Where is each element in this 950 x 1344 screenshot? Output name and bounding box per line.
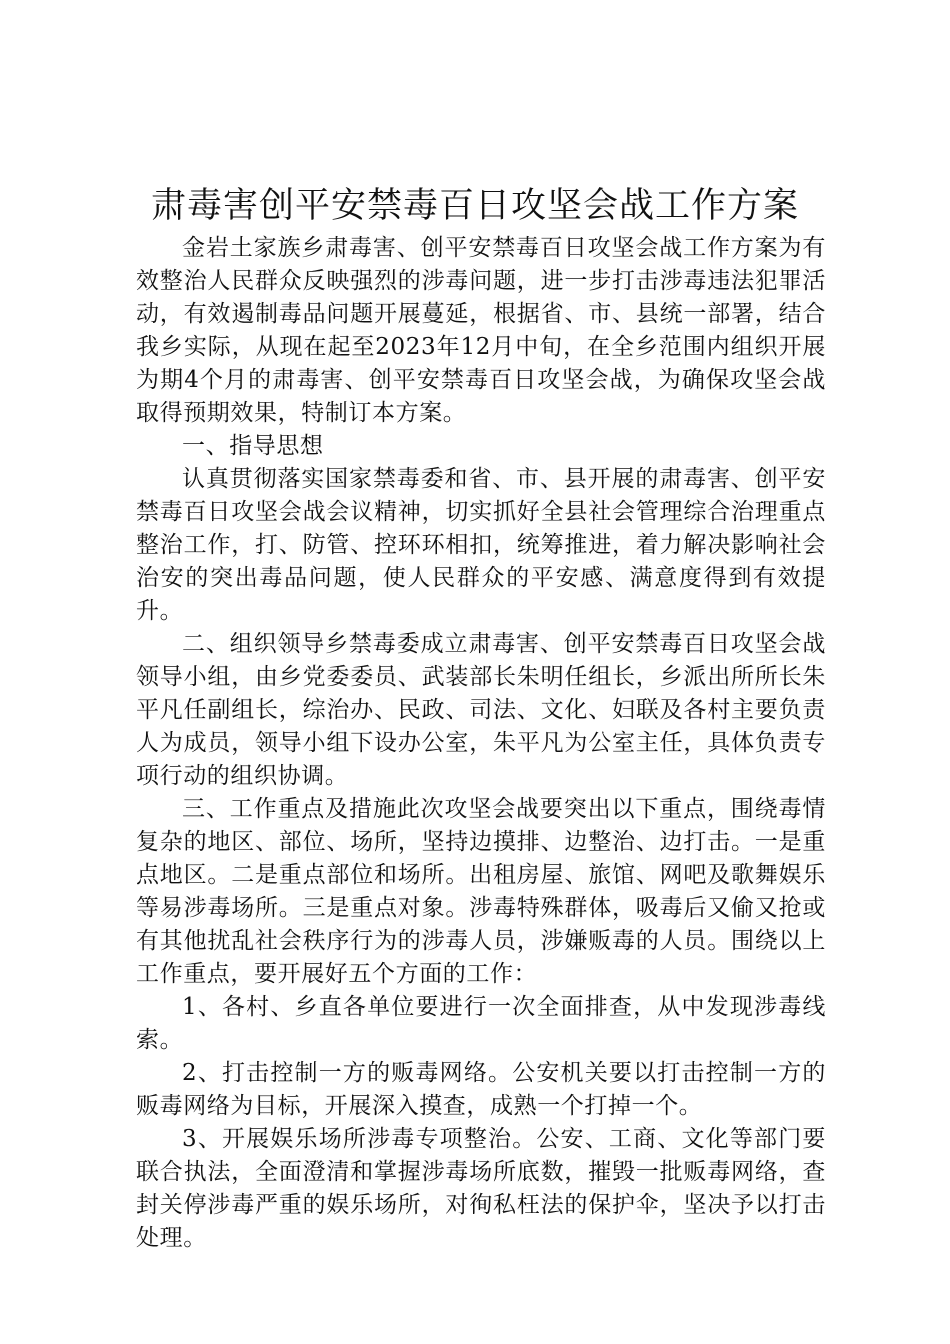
organization-leadership-paragraph: 二、组织领导乡禁毒委成立肃毒害、创平安禁毒百日攻坚会战领导小组，由乡党委委员、武装部长朱明任组长，乡派出所所长朱平凡任副组长，综治办、民政、司法、文化、妇联及各村主要负责人为成员，领导小组下设办公室，朱平凡为公室主任，具体负责专项行动的组织协调。 [136,631,826,789]
section-heading-guiding-ideology: 一、指导思想 [182,433,324,459]
guiding-ideology-paragraph: 认真贯彻落实国家禁毒委和省、市、县开展的肃毒害、创平安禁毒百日攻坚会战会议精神，切实抓好全县社会管理综合治理重点整治工作，打、防管、控环环相扣，统筹推进，着力解决影响社会治安的突出毒品问题，使人民群众的平安感、满意度得到有效提升。 [136,466,826,624]
intro-paragraph: 金岩土家族乡肃毒害、创平安禁毒百日攻坚会战工作方案为有效整治人民群众反映强烈的涉毒问题，进一步打击涉毒违法犯罪活动，有效遏制毒品问题开展蔓延，根据省、市、县统一部署，结合我乡实际，从现在起至2023年12月中旬，在全乡范围内组织开展为期4个月的肃毒害、创平安禁毒百日攻坚会战，为确保攻坚会战取得预期效果，特制订本方案。 [136,235,826,426]
document-title: 肃毒害创平安禁毒百日攻坚会战工作方案 [150,186,799,226]
work-focus-paragraph: 三、工作重点及措施此次攻坚会战要突出以下重点，围绕毒情复杂的地区、部位、场所，坚持边摸排、边整治、边打击。一是重点地区。二是重点部位和场所。出租房屋、旅馆、网吧及歌舞娱乐等易涉毒场所。三是重点对象。涉毒特殊群体，吸毒后又偷又抢或有其他扰乱社会秩序行为的涉毒人员，涉嫌贩毒的人员。围绕以上工作重点，要开展好五个方面的工作： [136,796,826,987]
document-body [136,232,826,1255]
measure-item-2: 2、打击控制一方的贩毒网络。公安机关要以打击控制一方的贩毒网络为目标，开展深入摸查，成熟一个打掉一个。 [136,1060,826,1119]
measure-item-3: 3、开展娱乐场所涉毒专项整治。公安、工商、文化等部门要联合执法，全面澄清和掌握涉毒场所底数，摧毁一批贩毒网络，查封关停涉毒严重的娱乐场所，对徇私枉法的保护伞，坚决予以打击处理。 [136,1126,826,1251]
measure-item-1: 1、各村、乡直各单位要进行一次全面排查，从中发现涉毒线索。 [136,994,826,1053]
